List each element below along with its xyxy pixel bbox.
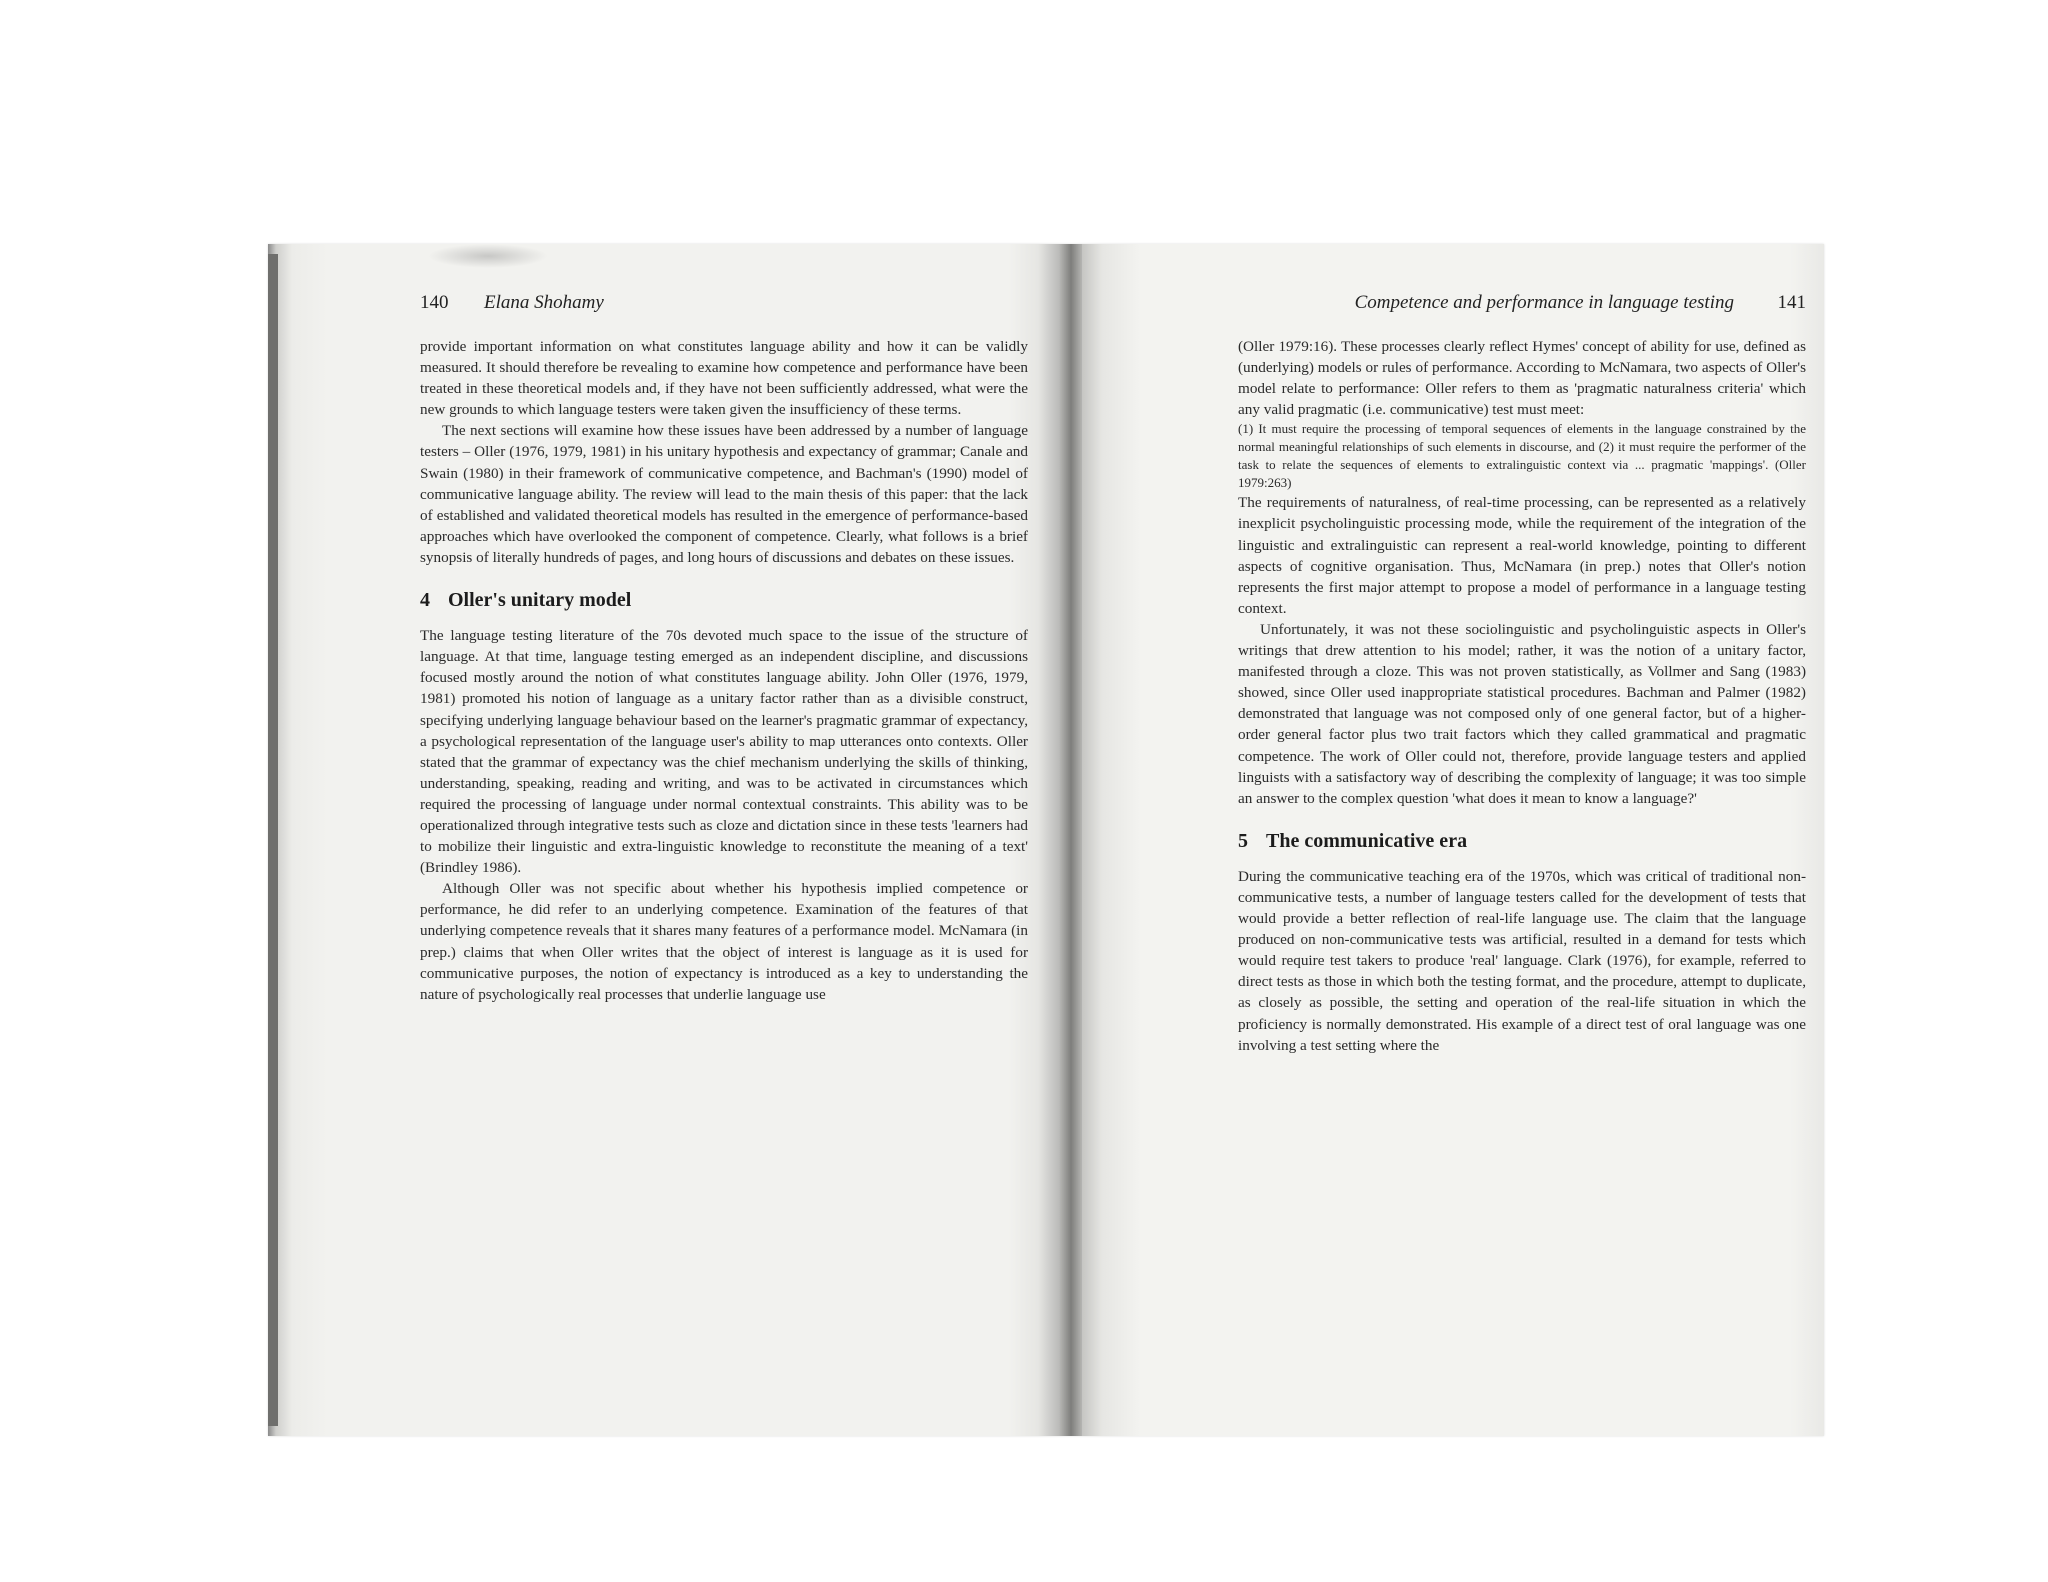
section-number: 5 bbox=[1238, 829, 1248, 852]
book-spread bbox=[268, 244, 1824, 1436]
left-paragraph-4: Although Oller was not specific about whether his hypothesis implied competence or performance, he did refer to an underlying competence. Examination of the features of that underlying competence reveals that it shares many features of a performance model. McNamara (in prep.) claims that when Oller writes that the object of interest is language as it is used for communicative purposes, the notion of expectancy is introduced as a key to understanding the nature of psychologically real processes that underlie language use bbox=[420, 880, 1028, 1003]
block-quote: (1) It must require the processing of temporal sequences of elements in the language constrained by the normal meaningful relationships of such elements in discourse, and (2) it must require the performer of the task to relate the sequences of elements to extralinguistic context via ... pragmatic 'mappings'. (Oller 1979:263) bbox=[1238, 421, 1806, 491]
left-running-head bbox=[420, 292, 604, 314]
left-page-body bbox=[420, 336, 1028, 1005]
page-smudge bbox=[428, 244, 548, 268]
right-page-number: 141 bbox=[1777, 292, 1806, 313]
left-paragraph-2: The next sections will examine how these issues have been addressed by a number of language testers – Oller (1976, 1979, 1981) in his unitary hypothesis and expectancy of grammar; Canale and Swain (1980) in their framework of communicative competence, and Bachman's (1990) model of communicative language ability. The review will lead to the main thesis of this paper: that the lack of established and validated theoretical models has resulted in the emergence of performance-based approaches which have overlooked the component of competence. Clearly, what follows is a brief synopsis of literally hundreds of pages, and long hours of discussions and debates on these issues. bbox=[420, 422, 1028, 566]
right-page-body bbox=[1238, 336, 1806, 1056]
book-spine bbox=[1060, 244, 1082, 1436]
right-paragraph-4: During the communicative teaching era of the 1970s, which was critical of traditional non-communicative tests, a number of language testers called for the development of tests that would provide a better reflection of real-life language use. The claim that the language produced on non-communicative tests was artificial, resulted in a demand for tests which would require test takers to produce 'real' language. Clark (1976), for example, referred to direct tests as those in which both the testing format, and the procedure, attempt to duplicate, as closely as possible, the setting and operation of the real-life situation in which the proficiency is normally demonstrated. His example of a direct test of oral language was one involving a test setting where the bbox=[1238, 867, 1806, 1054]
right-paragraph-3: Unfortunately, it was not these sociolinguistic and psycholinguistic aspects in Oller's writings that drew attention to his model; rather, it was the notion of a unitary factor, manifested through a cloze. This was not proven statistically, as Vollmer and Sang (1983) showed, since Oller used inappropriate statistical procedures. Bachman and Palmer (1982) demonstrated that language was not composed only of one general factor, but of a higher-order general factor plus two trait factors which they called grammatical and pragmatic competence. The work of Oller could not, therefore, provide language testers and applied linguists with a satisfactory way of describing the complexity of language; it was too simple an answer to the complex question 'what does it mean to know a language?' bbox=[1238, 620, 1806, 807]
section-title: Oller's unitary model bbox=[448, 589, 632, 612]
left-paragraph-1: provide important information on what constitutes language ability and how it can be validly measured. It should therefore be revealing to examine how competence and performance have been treated in these theoretical models and, if they have not been sufficiently addressed, what were the new grounds to which language testers were taken given the insufficiency of these terms. bbox=[420, 338, 1028, 419]
left-page bbox=[268, 244, 1070, 1436]
right-paragraph-1: (Oller 1979:16). These processes clearly reflect Hymes' concept of ability for use, defined as (underlying) models or rules of performance. According to McNamara, two aspects of Oller's model relate to performance: Oller refers to them as 'pragmatic naturalness criteria' which any valid pragmatic (i.e. communicative) test must meet: bbox=[1238, 338, 1806, 419]
section-heading-5 bbox=[1238, 831, 1806, 852]
right-page bbox=[1070, 244, 1824, 1436]
section-number: 4 bbox=[420, 589, 430, 612]
left-page-number: 140 bbox=[420, 292, 449, 313]
section-title: The communicative era bbox=[1266, 829, 1468, 852]
left-running-title: Elana Shohamy bbox=[484, 292, 604, 313]
section-heading-4 bbox=[420, 590, 1028, 611]
right-running-head bbox=[1238, 292, 1806, 314]
left-paragraph-3: The language testing literature of the 70s devoted much space to the issue of the structure of language. At that time, language testing emerged as an independent discipline, and discussions focused mostly around the notion of what constitutes language ability. John Oller (1976, 1979, 1981) promoted his notion of language as a unitary factor rather than as a divisible construct, specifying underlying language behaviour based on the learner's pragmatic grammar of expectancy, a psychological representation of the language user's ability to map utterances onto contexts. Oller stated that the grammar of expectancy was the chief mechanism underlying the skills of thinking, understanding, speaking, reading and writing, and was to be activated in circumstances which required the processing of language under normal contextual constraints. This ability was to be operationalized through integrative tests such as cloze and dictation since in these tests 'learners had to mobilize their linguistic and extra-linguistic knowledge to reconstitute the meaning of a text' (Brindley 1986). bbox=[420, 627, 1028, 877]
page-edge-shadow bbox=[268, 254, 278, 1426]
right-running-title: Competence and performance in language testing bbox=[1354, 292, 1734, 313]
right-paragraph-2: The requirements of naturalness, of real-time processing, can be represented as a relatively inexplicit psycholinguistic processing mode, while the requirement of the integration of the linguistic and extralinguistic can represent a real-world knowledge, pointing to different aspects of cognitive organisation. Thus, McNamara (in prep.) notes that Oller's notion represents the first major attempt to propose a model of performance in a language testing context. bbox=[1238, 494, 1806, 617]
